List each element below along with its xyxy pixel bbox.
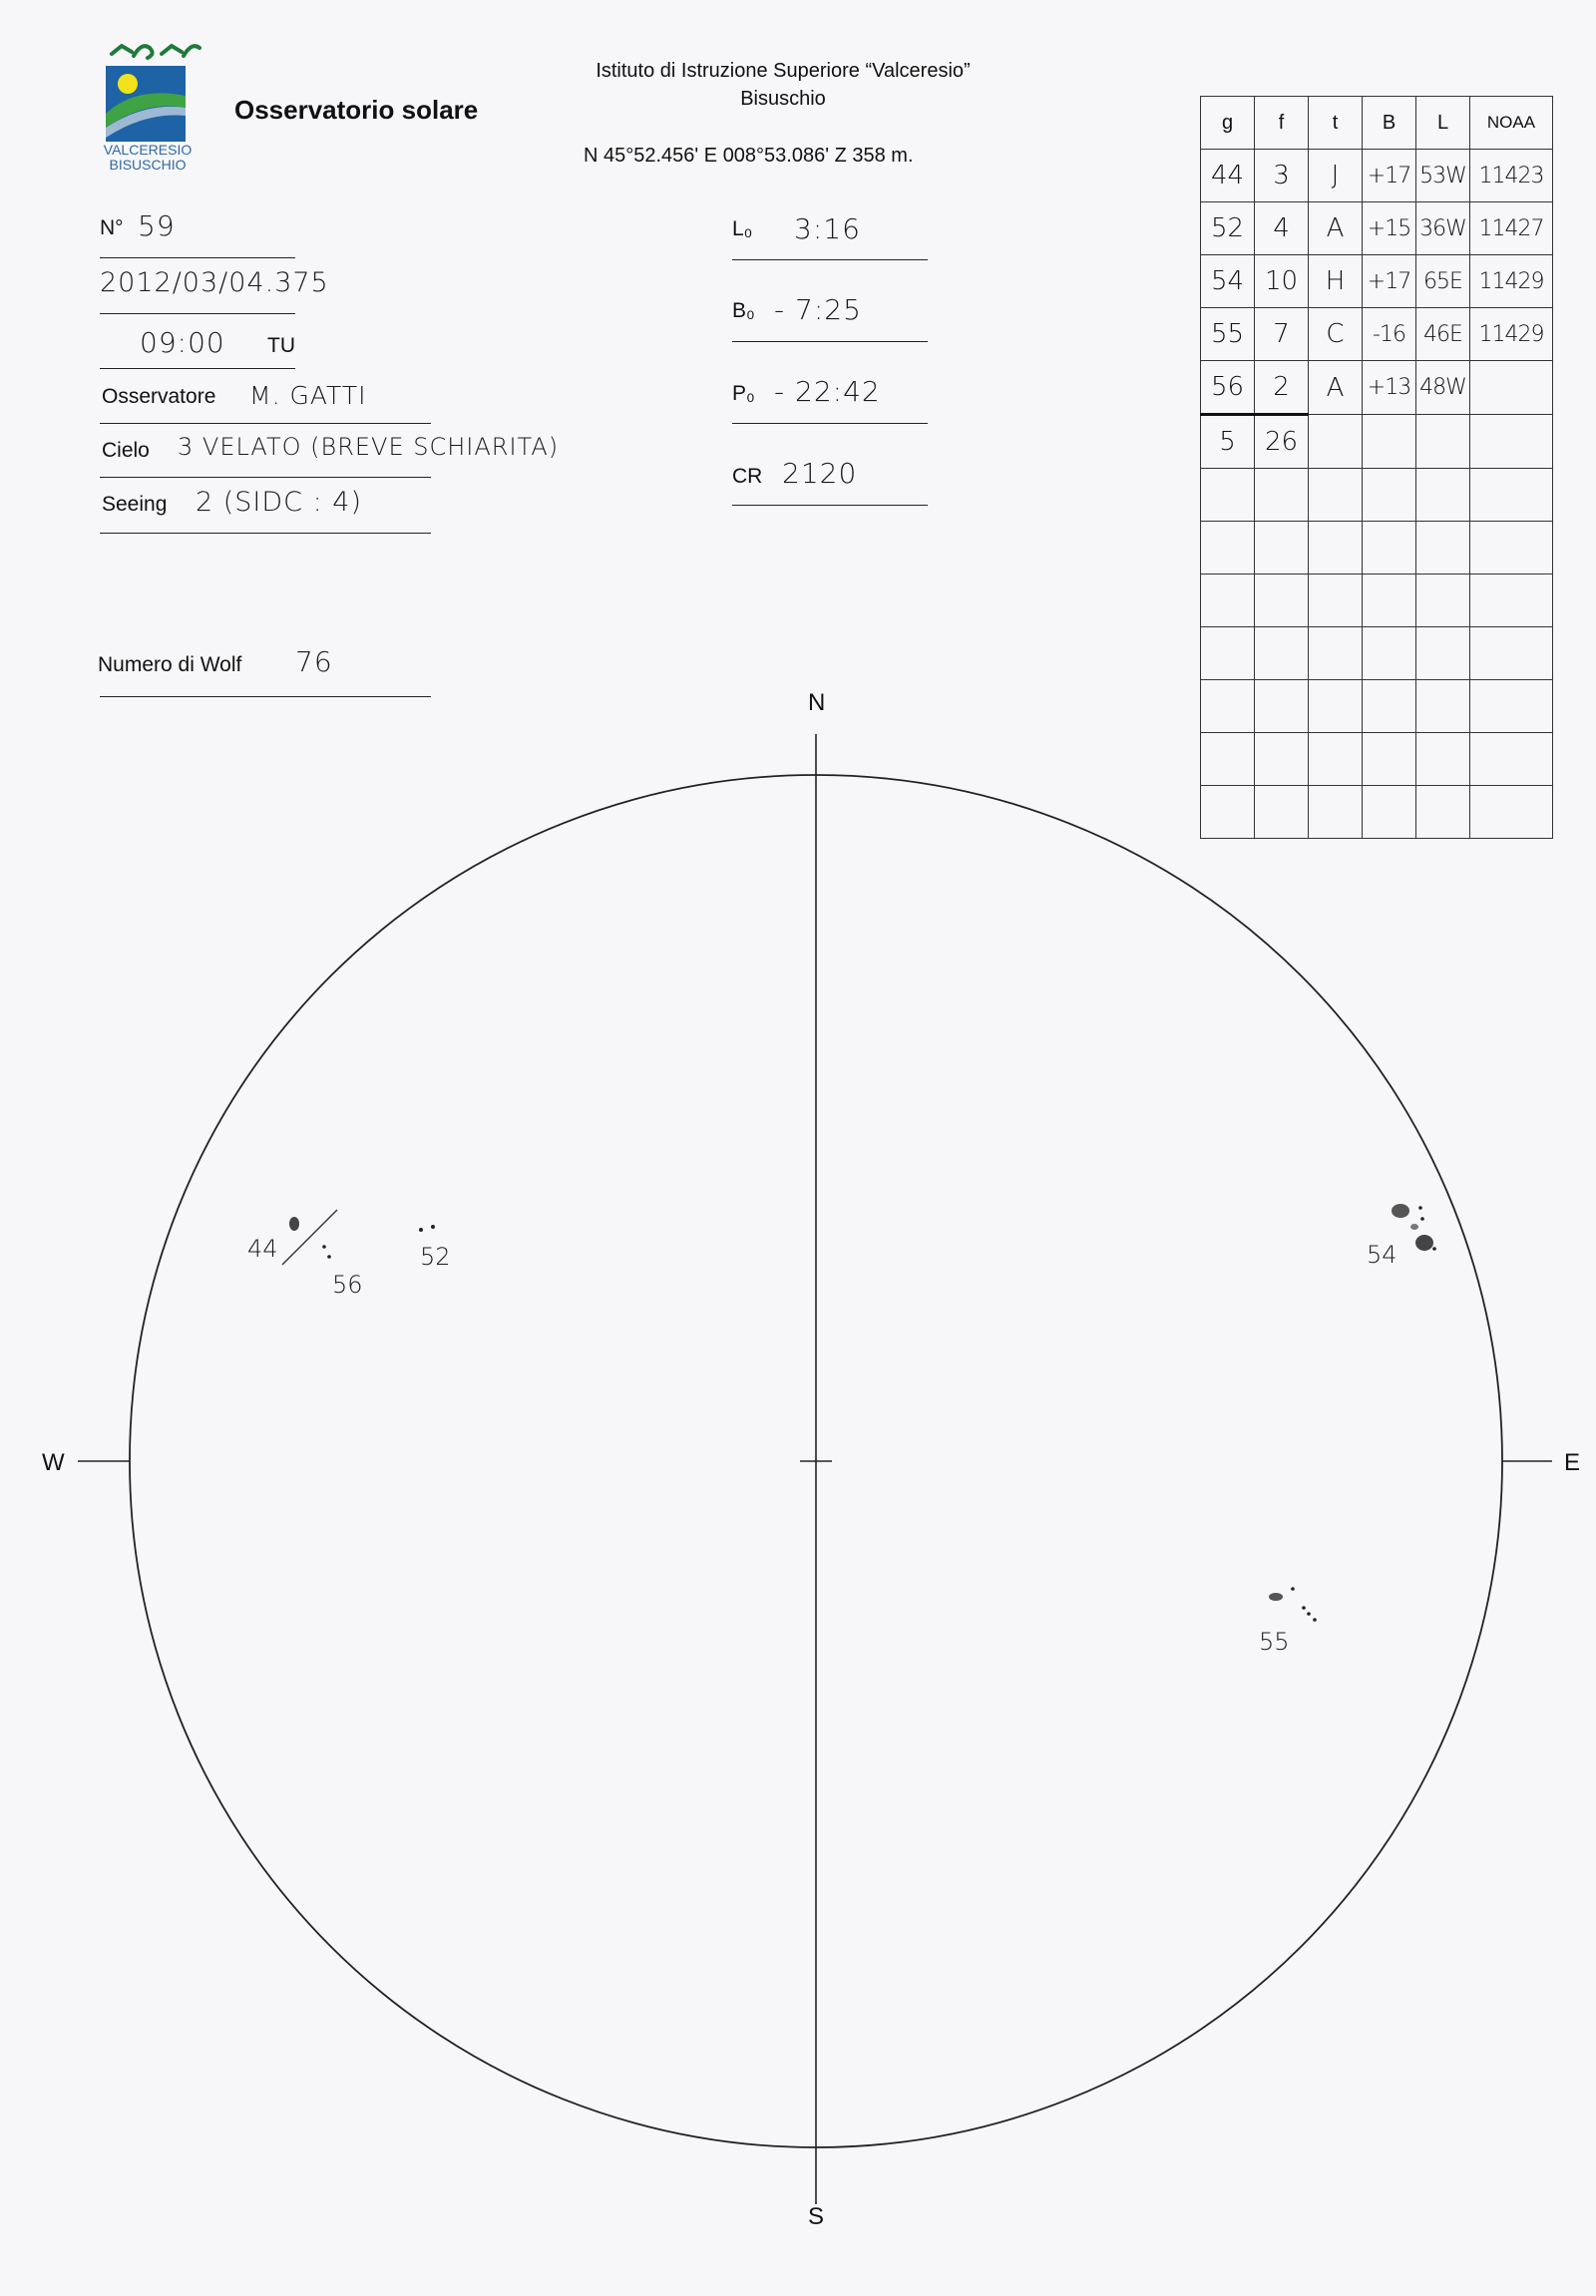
logo-caption-line1: VALCERESIO	[103, 142, 193, 158]
time-unit: TU	[267, 334, 295, 357]
b0-label: B₀	[732, 299, 755, 322]
cell-spots: 3	[1255, 150, 1309, 202]
cell-latitude: +17	[1363, 150, 1416, 202]
institute-name: Istituto di Istruzione Superiore “Valceresio”	[596, 60, 971, 82]
sunspot-group-55	[1269, 1587, 1317, 1622]
carrington-rotation: 2120	[782, 457, 858, 490]
sunspot-56b	[327, 1255, 331, 1259]
logo-caption-line2: BISUSCHIO	[109, 157, 187, 173]
col-header-b: B	[1363, 97, 1416, 150]
cell-latitude: +13	[1363, 361, 1416, 415]
cell-longitude: 65E	[1416, 255, 1470, 308]
cell-group: 44	[1201, 150, 1255, 202]
cell-spots: 2	[1255, 361, 1309, 415]
cell-group: 55	[1201, 308, 1255, 361]
sky-label: Cielo	[102, 439, 150, 462]
group-label-55: 55	[1259, 1628, 1290, 1656]
total-groups: 5	[1201, 415, 1255, 469]
cell-latitude: +17	[1363, 255, 1416, 308]
l0-value: 3:16	[794, 212, 861, 245]
col-header-g: g	[1201, 97, 1255, 150]
carrington-label: CR	[732, 465, 763, 488]
sunspot-56a	[322, 1245, 326, 1249]
observation-time: 09:00	[140, 326, 225, 359]
cell-latitude: +15	[1363, 202, 1416, 255]
group-label-44: 44	[247, 1235, 278, 1263]
cell-longitude: 53W	[1416, 150, 1470, 202]
seeing-label: Seeing	[102, 493, 168, 516]
cell-noaa: 11423	[1470, 150, 1553, 202]
cell-noaa: 11427	[1470, 202, 1553, 255]
cell-latitude: -16	[1363, 308, 1416, 361]
south-label: S	[808, 2203, 825, 2230]
sunspot-group-54	[1392, 1204, 1436, 1251]
col-header-f: f	[1255, 97, 1309, 150]
number-label: N°	[100, 216, 124, 239]
total-spots: 26	[1255, 415, 1309, 469]
cell-spots: 7	[1255, 308, 1309, 361]
col-header-noaa: NOAA	[1470, 97, 1553, 150]
cell-spots: 10	[1255, 255, 1309, 308]
cell-type: C	[1309, 308, 1363, 361]
cell-spots: 4	[1255, 202, 1309, 255]
group-label-56: 56	[332, 1271, 363, 1299]
east-label: E	[1564, 1449, 1581, 1476]
cell-type: A	[1309, 202, 1363, 255]
cell-type: A	[1309, 361, 1363, 415]
observer-name: M. GATTI	[249, 381, 367, 410]
cell-type: H	[1309, 255, 1363, 308]
wolf-number-label: Numero di Wolf	[98, 653, 242, 676]
group-label-54: 54	[1367, 1241, 1397, 1269]
observation-number: 59	[138, 209, 176, 242]
group-label-52: 52	[420, 1243, 451, 1271]
observer-label: Osservatore	[102, 385, 216, 408]
cell-longitude: 36W	[1416, 202, 1470, 255]
col-header-l: L	[1416, 97, 1470, 150]
sunspot-52a	[419, 1228, 423, 1232]
p0-label: P₀	[732, 382, 755, 405]
p0-value: - 22:42	[774, 375, 881, 408]
wolf-number: 76	[295, 645, 333, 678]
sunspot-44	[289, 1217, 299, 1231]
seeing-value: 2 (SIDC : 4)	[196, 487, 363, 518]
west-label: W	[42, 1449, 65, 1476]
b0-value: - 7:25	[774, 293, 862, 326]
cell-group: 54	[1201, 255, 1255, 308]
col-header-t: t	[1309, 97, 1363, 150]
cell-group: 52	[1201, 202, 1255, 255]
cell-group: 56	[1201, 361, 1255, 415]
cell-type: J	[1309, 150, 1363, 202]
station-coordinates: N 45°52.456' E 008°53.086' Z 358 m.	[584, 145, 914, 167]
observatory-title: Osservatorio solare	[234, 95, 479, 125]
l0-label: L₀	[732, 217, 753, 240]
cell-longitude: 48W	[1416, 361, 1470, 415]
sky-condition: 3 VELATO (BREVE SCHIARITA)	[178, 433, 560, 461]
sunspot-52b	[431, 1225, 435, 1229]
observation-date: 2012/03/04.375	[100, 267, 329, 298]
cell-noaa: 11429	[1470, 255, 1553, 308]
north-label: N	[808, 689, 826, 716]
cell-noaa: 11429	[1470, 308, 1553, 361]
institute-town: Bisuschio	[740, 88, 826, 110]
cell-longitude: 46E	[1416, 308, 1470, 361]
